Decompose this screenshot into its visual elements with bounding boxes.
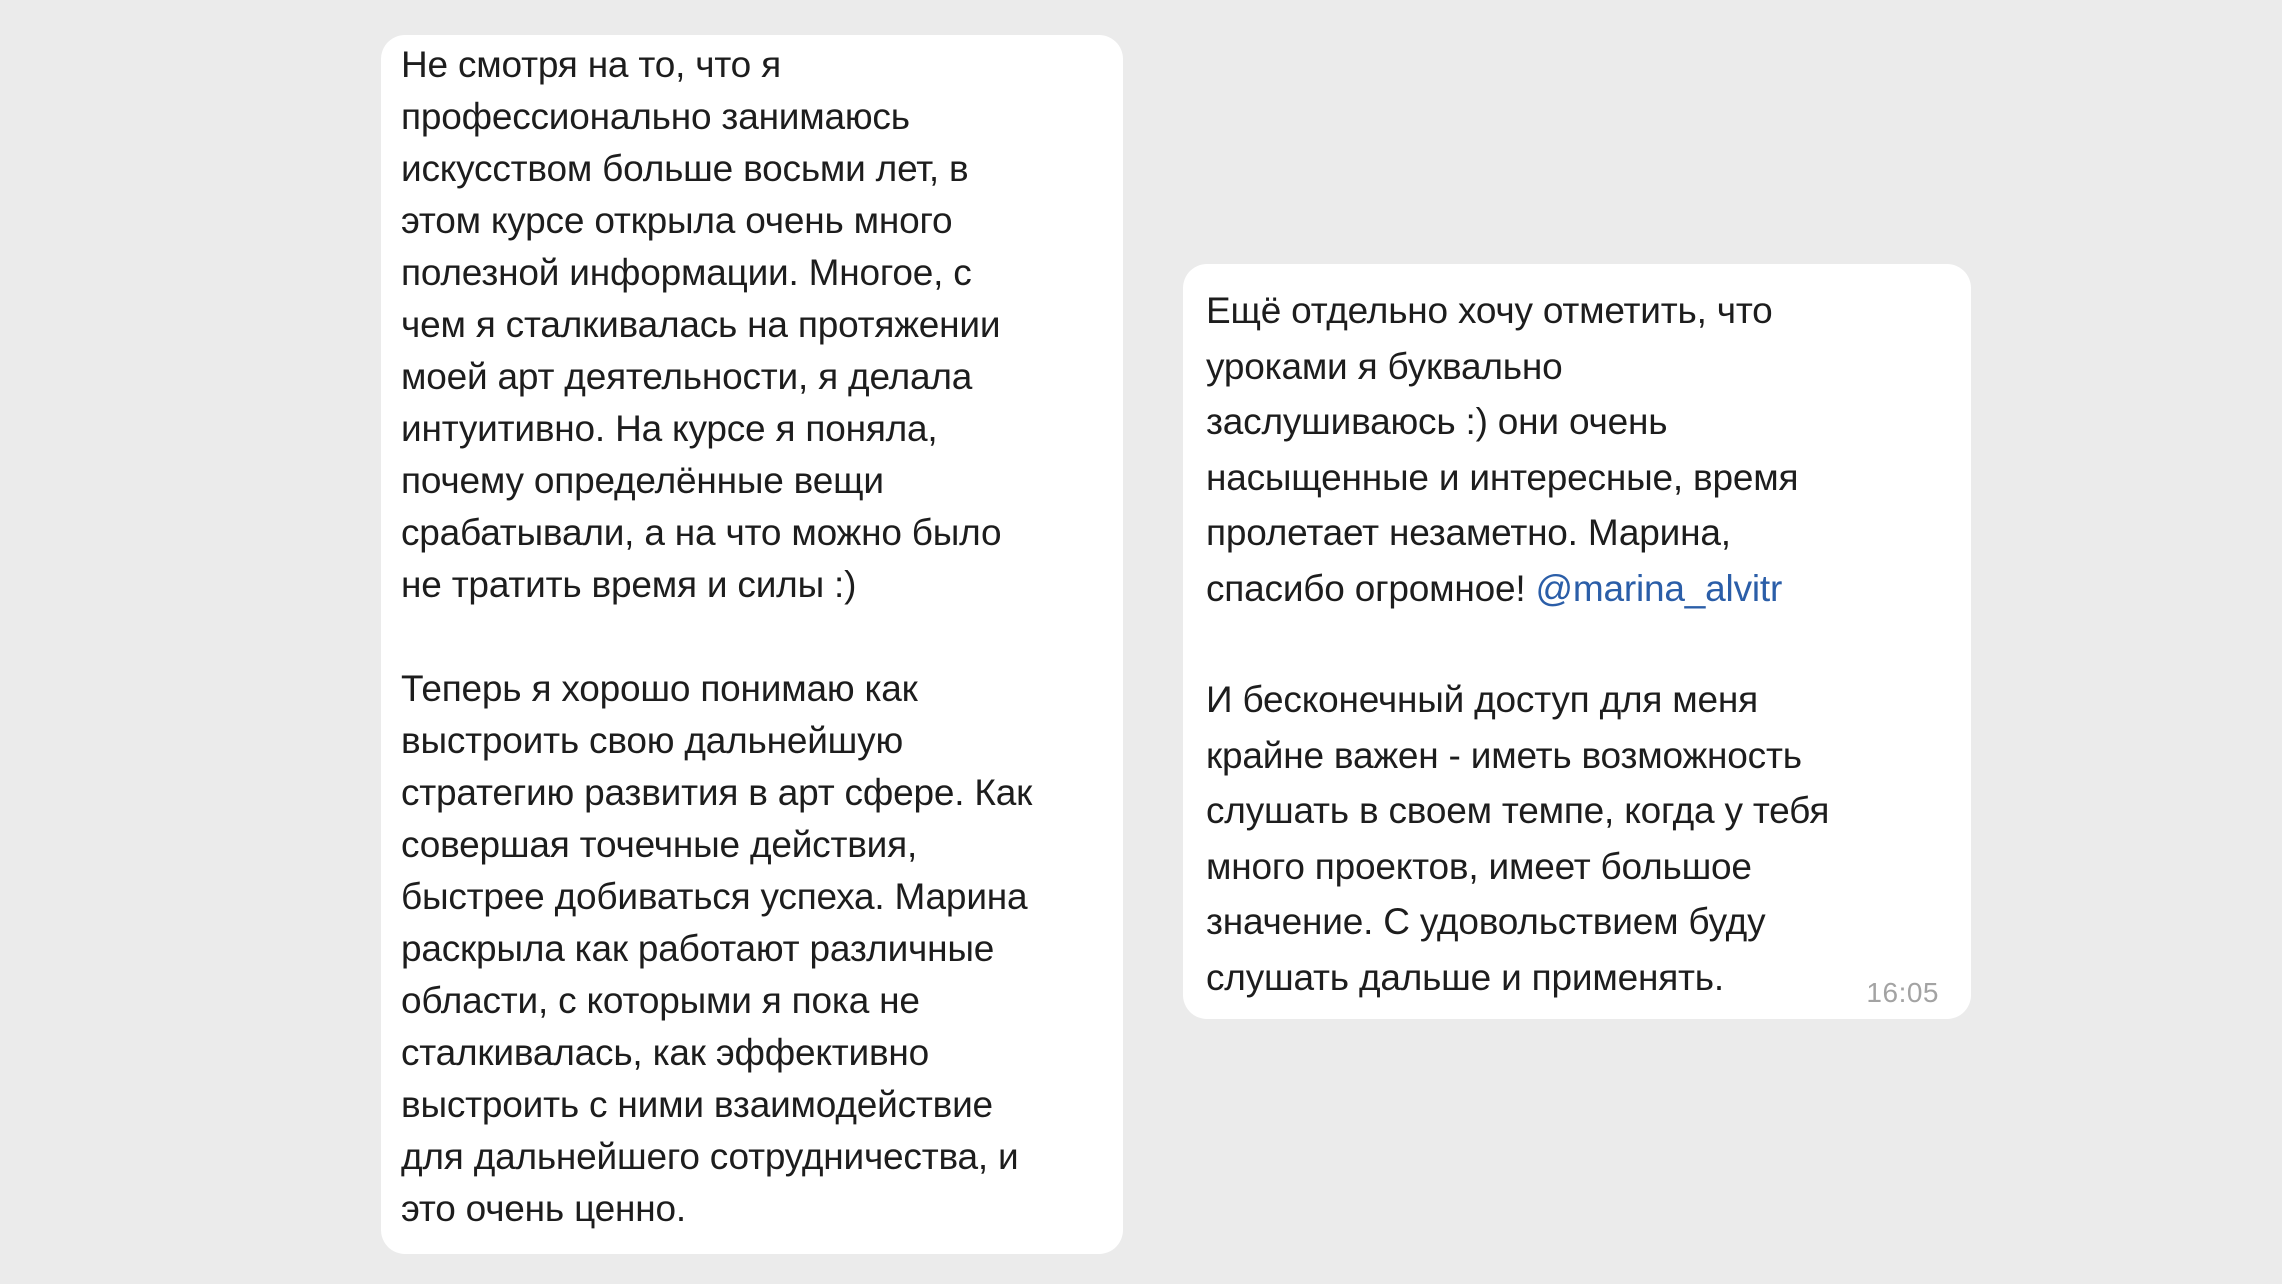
message-paragraph bbox=[1206, 283, 1961, 616]
message-paragraph: И бесконечный доступ для меня крайне важен - иметь возможность слушать в своем темпе, когда у тебя много проектов, имеет большое значение. С удовольствием буду слушать дальше и применять. bbox=[1206, 679, 1830, 998]
message-paragraph: Теперь я хорошо понимаю как выстроить свою дальнейшую стратегию развития в арт сфере. Как совершая точечные действия, быстрее добиваться успеха. Марина раскрыла как работают различные области, с которыми я пока не сталкивалась, как эффективно выстроить с ними взаимодействие для дальнейшего сотрудничества, и это очень ценно. bbox=[401, 668, 1033, 1229]
message-paragraph: Не смотря на то, что я профессионально занимаюсь искусством больше восьми лет, в этом курсе открыла очень много полезной информации. Многое, с чем я сталкивалась на протяжении моей арт деятельности, я делала интуитивно. На курсе я поняла, почему определённые вещи срабатывали, а на что можно было не тратить время и силы :) bbox=[401, 44, 1002, 605]
message-bubble-1 bbox=[381, 35, 1123, 1254]
user-mention-link[interactable]: @marina_alvitr bbox=[1535, 567, 1783, 609]
message-text: Ещё отдельно хочу отметить, что уроками я буквально заслушиваюсь :) они очень насыщенные и интересные, время пролетает незаметно. Марина, спасибо огромное! bbox=[1206, 290, 1799, 609]
message-bubble-2 bbox=[1183, 264, 1971, 1019]
message-timestamp: 16:05 bbox=[1866, 977, 1939, 1008]
